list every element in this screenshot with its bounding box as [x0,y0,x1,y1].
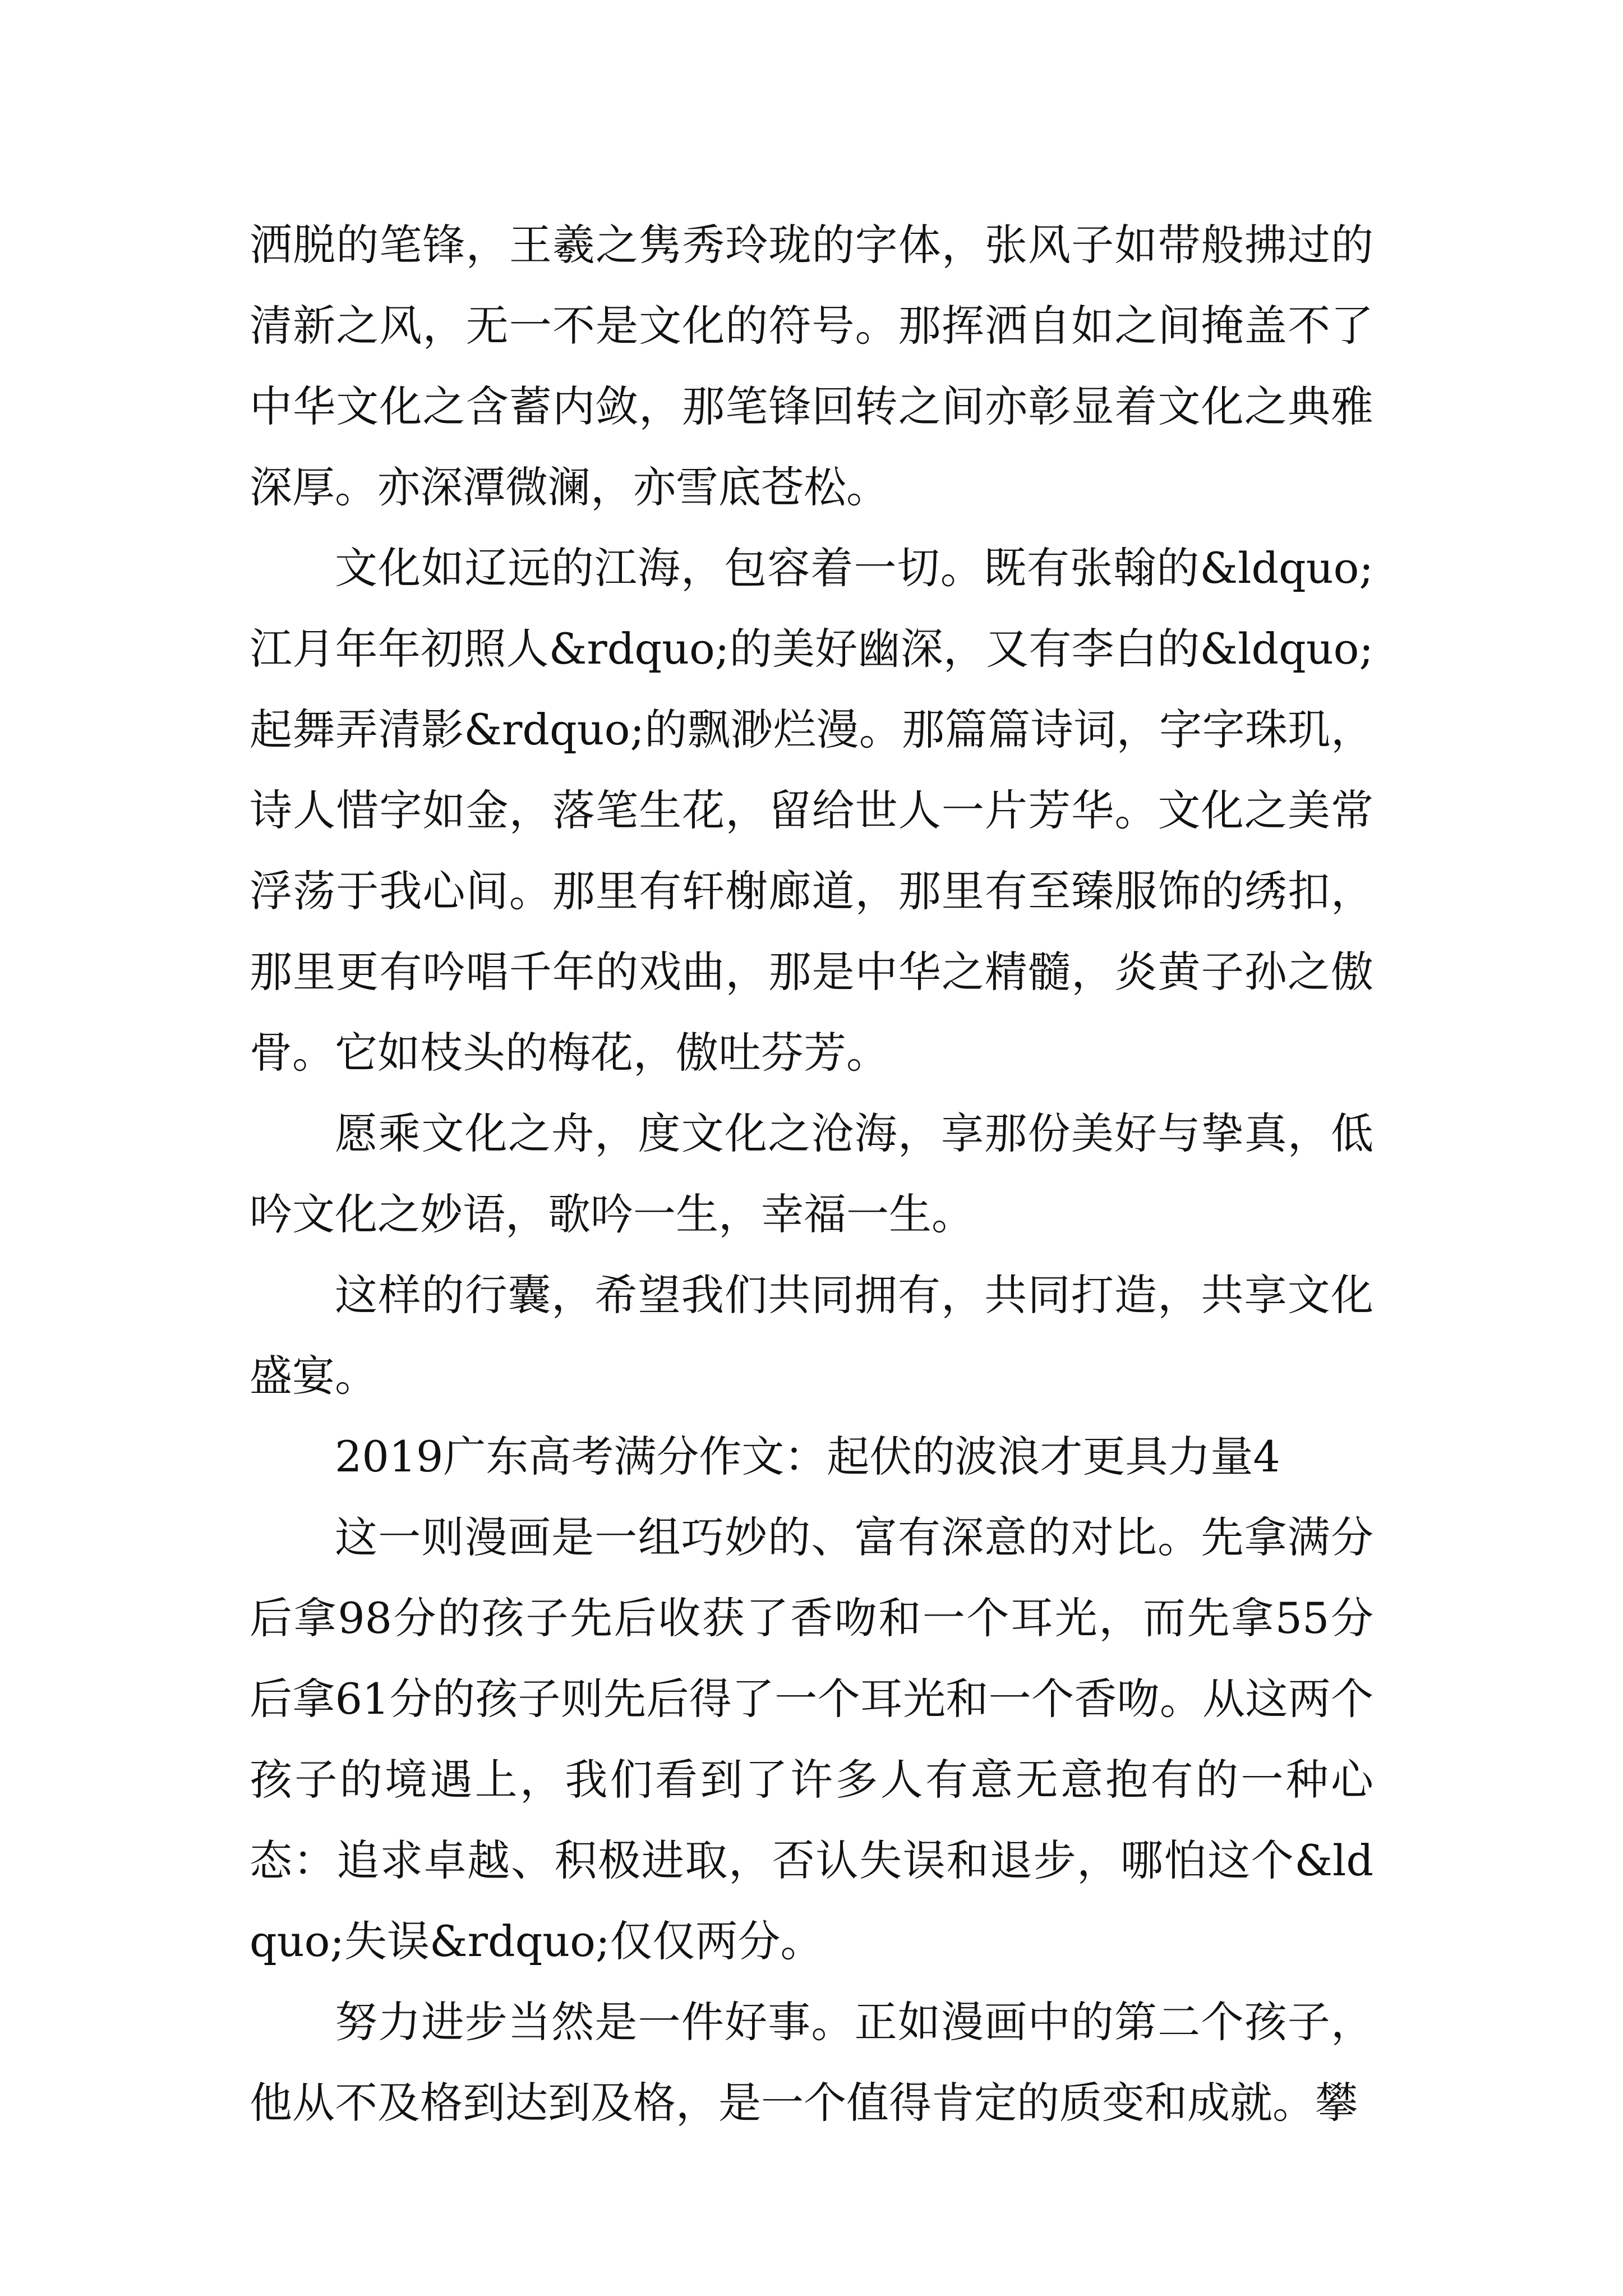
paragraph-culture-boat: 愿乘文化之舟，度文化之沧海，享那份美好与挚真，低吟文化之妙语，歌吟一生，幸福一生。 [250,1108,1373,1239]
paragraph-luggage: 这样的行囊，希望我们共同拥有，共同打造，共享文化盛宴。 [250,1270,1373,1401]
essay-heading: 2019广东高考满分作文：起伏的波浪才更具力量4 [335,1432,1280,1481]
paragraph-calligraphy: 洒脱的笔锋，王羲之隽秀玲珑的字体，张风子如带般拂过的清新之风，无一不是文化的符号。那挥洒自如之间掩盖不了中华文化之含蓄内敛，那笔锋回转之间亦彰显着文化之典雅深厚。亦深潭微澜，亦雪底苍松。 [250,220,1373,512]
paragraph-progress: 努力进步当然是一件好事。正如漫画中的第二个孩子，他从不及格到达到及格，是一个值得肯定的质变和成就。攀 [250,1997,1373,2128]
paragraph-comic: 这一则漫画是一组巧妙的、富有深意的对比。先拿满分后拿98分的孩子先后收获了香吻和一个耳光，而先拿55分后拿61分的孩子则先后得了一个耳光和一个香吻。从这两个孩子的境遇上，我们看到了许多人有意无意抱有的一种心态：追求卓越、积极进取，否认失误和退步，哪怕这个&ldquo;失误&rdquo;仅仅两分。 [250,1512,1373,1966]
paragraph-culture-sea: 文化如辽远的江海，包容着一切。既有张翰的&ldquo;江月年年初照人&rdquo;的美好幽深，又有李白的&ldquo;起舞弄清影&rdquo;的飘渺烂漫。那篇篇诗词，字字珠玑，诗人惜字如金，落笔生花，留给世人一片芳华。文化之美常浮荡于我心间。那里有轩榭廊道，那里有至臻服饰的绣扣，那里更有吟唱千年的戏曲，那是中华之精髓，炎黄子孙之傲骨。它如枝头的梅花，傲吐芬芳。 [250,543,1373,1078]
